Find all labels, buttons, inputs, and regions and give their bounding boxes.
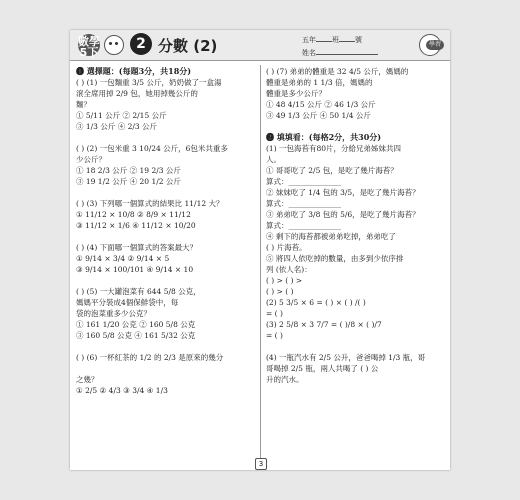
question-line: 體重是弟弟的 1 1/3 倍，媽媽的 — [266, 78, 373, 87]
question-line: ( ) (6) 一杯紅茶的 1/2 的 2/3 是原來的幾分 — [76, 353, 224, 362]
column-divider — [260, 65, 261, 460]
unit-number: 2 — [130, 33, 152, 55]
field-grade: 五年 — [302, 36, 316, 44]
question-line: ③ 9/14 × 100/101 ④ 9/14 × 10 — [76, 265, 194, 274]
field-name: 姓名 — [302, 49, 316, 57]
question-line: ( ) (7) 弟弟的體重是 32 4/5 公斤，媽媽的 — [266, 67, 409, 76]
section-heading: ❶ 選擇題：(每題3分，共18分) — [76, 66, 192, 76]
question-line: 算式：______________ — [266, 177, 341, 186]
question-line: 哥喝掉 2/5 瓶，兩人共喝了 ( ) 公 — [266, 364, 379, 373]
question-line: 升的汽水。 — [266, 375, 304, 384]
question-line: ③ 160 5/8 公克 ④ 161 5/32 公克 — [76, 331, 196, 340]
question-line — [76, 341, 256, 352]
question-line: 列 (依人名)： — [266, 265, 312, 274]
seat-blank[interactable] — [339, 33, 355, 42]
question-line: ( ) (2) 一包米重 3 10/24 公斤，6包米共重多 — [76, 144, 228, 153]
question-line: 之幾？ — [76, 375, 99, 384]
class-blank[interactable] — [316, 33, 332, 42]
question-line: (1) 一包海苔有80片，分給兄弟姊妹共四 — [266, 144, 402, 153]
question-line — [266, 341, 446, 352]
name-blank[interactable] — [316, 46, 378, 55]
question-line — [76, 187, 256, 198]
question-line: = ( ) — [266, 309, 283, 318]
question-line: (2) 5 3/5 × 6 = ( ) × ( ) /( ) — [266, 298, 366, 307]
question-line: 滾全席用掉 2/9 包，她用掉幾公斤的 — [76, 89, 198, 98]
question-line: ( ) 片海苔。 — [266, 243, 307, 252]
question-line: ① 哥哥吃了 2/5 包，是吃了幾片海苔？ — [266, 166, 398, 175]
question-line: ① 2/5 ② 4/3 ③ 3/4 ④ 1/3 — [76, 386, 168, 395]
question-line: (3) 2 5/8 × 3 7/7 = ( )/8 × ( )/7 — [266, 320, 382, 329]
question-line: ③ 11/12 × 1/6 ④ 11/12 × 10/20 — [76, 221, 196, 230]
question-line: ③ 1/3 公斤 ④ 2/3 公斤 — [76, 122, 158, 131]
question-line: 少公斤？ — [76, 155, 106, 164]
kid-tag: 學習 — [426, 40, 444, 50]
question-line: ① 9/14 × 3/4 ② 9/14 × 5 — [76, 254, 170, 263]
question-line: ② 妹妹吃了 1/4 包的 3/5，是吃了幾片海苔？ — [266, 188, 420, 197]
question-line: ① 161 1/20 公克 ② 160 5/8 公克 — [76, 320, 196, 329]
subject-badge — [78, 34, 100, 59]
mascot-icon — [104, 35, 124, 55]
question-line: 人。 — [266, 155, 281, 164]
page-number: 3 — [255, 458, 267, 470]
badge-subject: 數學 — [78, 35, 100, 48]
unit-title: 分數 (2) — [158, 37, 218, 55]
field-class: 班 — [332, 36, 339, 44]
question-line — [76, 363, 256, 374]
field-seat: 號 — [355, 36, 362, 44]
question-line: ③ 弟弟吃了 3/8 包的 5/6，是吃了幾片海苔？ — [266, 210, 420, 219]
question-line: (4) 一瓶汽水有 2/5 公升，爸爸喝掉 1/3 瓶，哥 — [266, 353, 426, 362]
question-line — [76, 275, 256, 286]
question-line — [76, 231, 256, 242]
question-line: 算式：______________ — [266, 221, 341, 230]
question-line: ① 48 4/15 公斤 ② 46 1/3 公斤 — [266, 100, 376, 109]
question-line — [76, 132, 256, 143]
question-line: 算式：______________ — [266, 199, 341, 208]
question-line: ( ) > ( ) > — [266, 276, 303, 285]
question-line: 體重是多少公斤？ — [266, 89, 326, 98]
question-line: ( ) (4) 下面哪一個算式的答案最大？ — [76, 243, 198, 252]
question-line: 袋的泡菜重多少公克？ — [76, 309, 151, 318]
question-line — [266, 121, 446, 132]
section-heading: ❷ 填填看：(每格2分，共30分) — [266, 132, 382, 142]
question-line: ( ) (3) 下列哪一個算式的結果比 11/12 大？ — [76, 199, 224, 208]
question-line: ( ) (1) 一包麵重 3/5 公斤，奶奶做了一盒湯 — [76, 78, 222, 87]
question-line: 媽媽平分裝成4個保鮮袋中，每 — [76, 298, 179, 307]
question-line: ① 11/12 × 10/8 ② 8/9 × 11/12 — [76, 210, 191, 219]
student-info — [302, 33, 378, 59]
question-line: ③ 19 1/2 公斤 ④ 20 1/2 公斤 — [76, 177, 181, 186]
question-line: ⑤ 將四人依吃掉的數量，由多到少依序排 — [266, 254, 404, 263]
worksheet-header — [70, 30, 450, 61]
question-line: ③ 49 1/3 公斤 ④ 50 1/4 公斤 — [266, 111, 371, 120]
question-line: = ( ) — [266, 331, 283, 340]
kid-mascot-icon — [414, 32, 444, 56]
worksheet-page — [70, 30, 450, 470]
badge-grade: 5下 — [79, 46, 99, 59]
question-line: ① 18 2/3 公斤 ② 19 2/3 公斤 — [76, 166, 181, 175]
question-line: ① 5/11 公斤 ② 2/15 公斤 — [76, 111, 167, 120]
right-column — [266, 66, 446, 385]
question-line: ( ) > ( ) — [266, 287, 294, 296]
question-line: ( ) (5) 一大罐泡菜有 644 5/8 公克， — [76, 287, 201, 296]
left-column — [76, 66, 256, 396]
question-line: 麵？ — [76, 100, 91, 109]
question-line: ④ 剩下的海苔都被弟弟吃掉，弟弟吃了 — [266, 232, 396, 241]
